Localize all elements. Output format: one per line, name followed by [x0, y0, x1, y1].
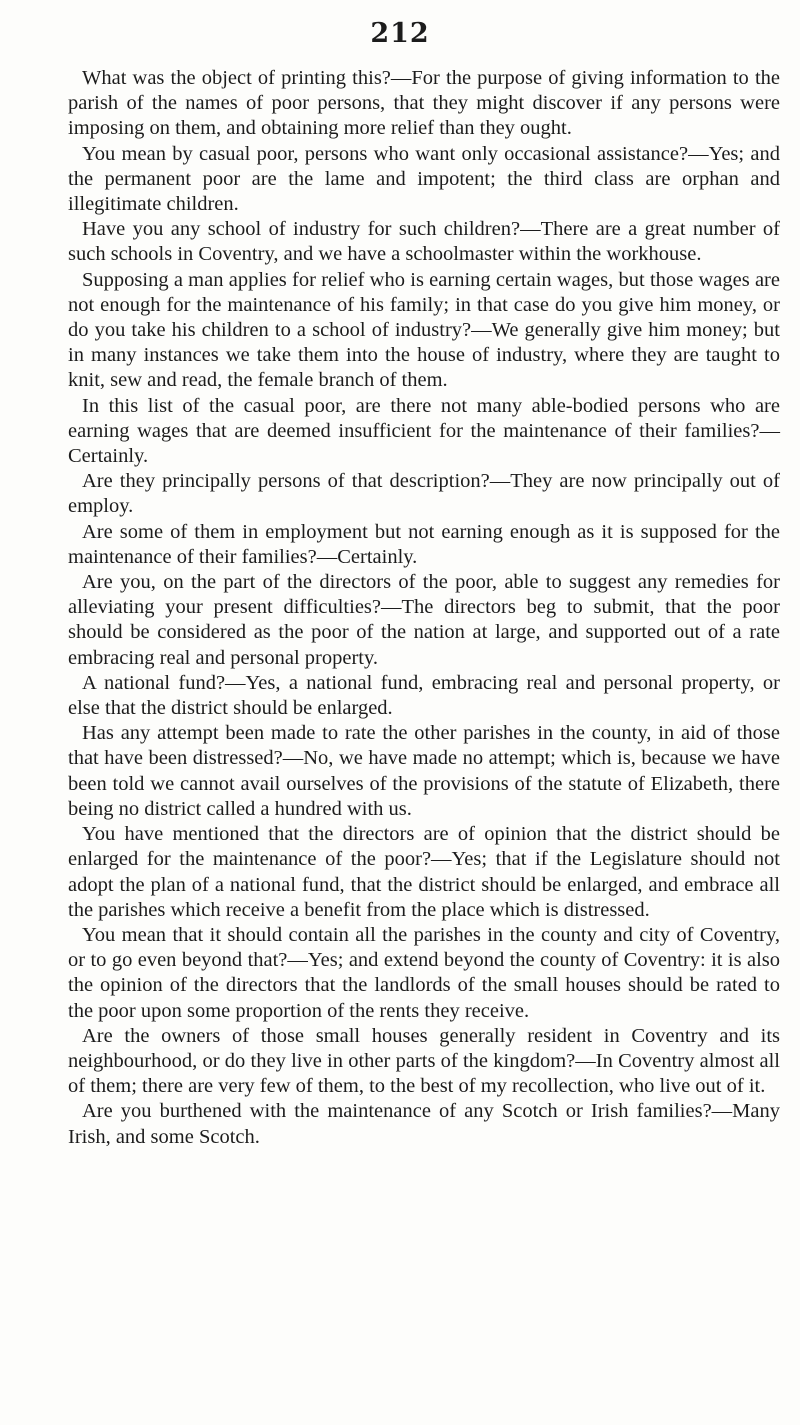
paragraph: Are you, on the part of the directors of the poor, able to suggest any remedies for alleviating your present difficulties?—The directors beg to submit, that the poor should be considered as the poor of the nation at large, and supported out of a rate embracing real and personal property. [68, 571, 780, 669]
paragraph: A national fund?—Yes, a national fund, embracing real and personal property, or else that the district should be enlarged. [68, 671, 780, 720]
paragraph: You mean that it should contain all the parishes in the county and city of Coventry, or to go even beyond that?—Yes; and extend beyond the county of Coventry: it is also the opinion of the directors that the landlords of the small houses should be rated to the poor upon some proportion of the rents they receive. [68, 923, 780, 1022]
body-text [68, 66, 780, 1150]
page-number: 212 [370, 18, 430, 49]
paragraph: What was the object of printing this?—For the purpose of giving information to the parish of the names of poor persons, that they might discover if any persons were imposing on them, and obtaining more relief than they ought. [68, 67, 780, 140]
paragraph: Are you burthened with the maintenance of any Scotch or Irish families?—Many Irish, and some Scotch. [68, 1100, 780, 1148]
paragraph: In this list of the casual poor, are there not many able-bodied persons who are earning wages that are deemed insufficient for the maintenance of their families?—Certainly. [68, 394, 780, 468]
paragraph: You mean by casual poor, persons who want only occasional assistance?—Yes; and the permanent poor are the lame and impotent; the third class are orphan and illegitimate children. [68, 142, 780, 216]
paragraph: Are they principally persons of that description?—They are now principally out of employ. [68, 470, 780, 518]
paragraph: Are some of them in employment but not earning enough as it is supposed for the maintenance of their families?—Certainly. [68, 520, 780, 568]
paragraph: Supposing a man applies for relief who is earning certain wages, but those wages are not enough for the maintenance of his family; in that case do you give him money, or do you take his children to a school of industry?—We generally give him money; but in many instances we take them into the house of industry, where they are taught to knit, sew and read, the female branch of them. [68, 268, 780, 392]
paragraph: Have you any school of industry for such children?—There are a great number of such schools in Coventry, and we have a schoolmaster within the workhouse. [68, 218, 780, 266]
paragraph: Are the owners of those small houses generally resident in Coventry and its neighbourhood, or do they live in other parts of the kingdom?—In Coventry almost all of them; there are very few of them, to the best of my recollection, who live out of it. [68, 1024, 780, 1098]
paragraph: Has any attempt been made to rate the other parishes in the county, in aid of those that have been distressed?—No, we have made no attempt; which is, because we have been told we cannot avail ourselves of the provisions of the statute of Elizabeth, there being no district called a hundred with us. [68, 722, 780, 820]
paragraph: You have mentioned that the directors are of opinion that the district should be enlarged for the maintenance of the poor?—Yes; that if the Legislature should not adopt the plan of a national fund, that the district should be enlarged, and embrace all the parishes which receive a benefit from the place which is distressed. [68, 823, 780, 921]
